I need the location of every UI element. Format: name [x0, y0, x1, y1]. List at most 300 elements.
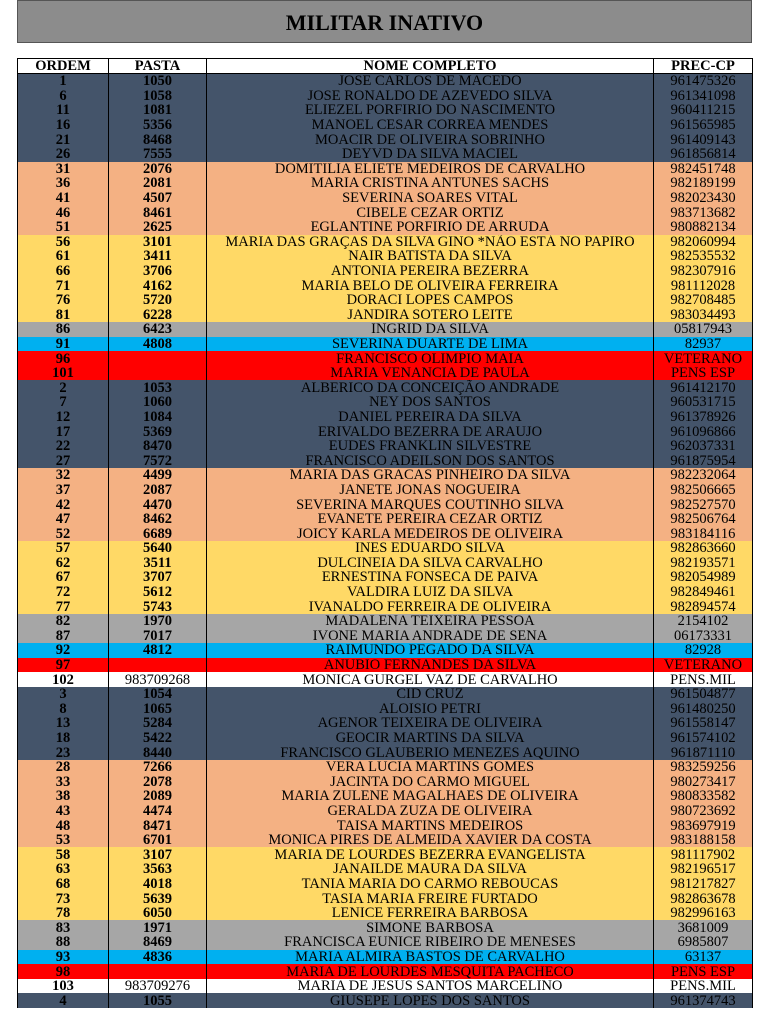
- cell-nome: FRANCISCO GLAUBERIO MENEZES AQUINO: [207, 745, 654, 760]
- table-row: [18, 191, 753, 206]
- cell-ordem: 83: [18, 920, 109, 935]
- cell-pasta: 7266: [109, 760, 207, 775]
- table-row: [18, 891, 753, 906]
- table-row: [18, 308, 753, 323]
- cell-nome: INGRID DA SILVA: [207, 322, 654, 337]
- cell-nome: DULCINEIA DA SILVA CARVALHO: [207, 556, 654, 571]
- column-header-nome: NOME COMPLETO: [207, 59, 654, 74]
- cell-pasta: 1081: [109, 103, 207, 118]
- cell-prec-cp: 981117902: [654, 847, 753, 862]
- cell-ordem: 23: [18, 745, 109, 760]
- table-body: [18, 74, 753, 1009]
- cell-prec-cp: 982863678: [654, 891, 753, 906]
- cell-pasta: 2087: [109, 483, 207, 498]
- cell-prec-cp: 962037331: [654, 439, 753, 454]
- cell-ordem: 53: [18, 833, 109, 848]
- cell-ordem: 98: [18, 964, 109, 979]
- cell-ordem: 21: [18, 132, 109, 147]
- cell-pasta: 8462: [109, 512, 207, 527]
- cell-prec-cp: 983188158: [654, 833, 753, 848]
- cell-nome: EGLANTINE PORFIRIO DE ARRUDA: [207, 220, 654, 235]
- cell-pasta: 8469: [109, 935, 207, 950]
- cell-prec-cp: 983259256: [654, 760, 753, 775]
- cell-nome: NEY DOS SANTOS: [207, 395, 654, 410]
- cell-prec-cp: 961374743: [654, 993, 753, 1008]
- cell-nome: FRANCISCO ADEILSON DOS SANTOS: [207, 453, 654, 468]
- cell-ordem: 43: [18, 804, 109, 819]
- table-row: [18, 453, 753, 468]
- cell-ordem: 78: [18, 906, 109, 921]
- cell-prec-cp: 982307916: [654, 264, 753, 279]
- table-row: [18, 629, 753, 644]
- cell-prec-cp: 983713682: [654, 205, 753, 220]
- cell-ordem: 2: [18, 380, 109, 395]
- cell-nome: MARIA DE LOURDES MESQUITA PACHECO: [207, 964, 654, 979]
- cell-prec-cp: PENS ESP: [654, 366, 753, 381]
- cell-nome: ERNESTINA FONSECA DE PAIVA: [207, 570, 654, 585]
- table-row: [18, 351, 753, 366]
- table-row: [18, 702, 753, 717]
- table-row: [18, 162, 753, 177]
- cell-nome: ALOISIO PETRI: [207, 702, 654, 717]
- cell-prec-cp: 961412170: [654, 380, 753, 395]
- cell-prec-cp: 981217827: [654, 877, 753, 892]
- cell-ordem: 86: [18, 322, 109, 337]
- cell-ordem: 93: [18, 950, 109, 965]
- cell-prec-cp: 960531715: [654, 395, 753, 410]
- cell-pasta: 5356: [109, 118, 207, 133]
- table-row: [18, 658, 753, 673]
- cell-nome: VERA LUCIA MARTINS GOMES: [207, 760, 654, 775]
- cell-prec-cp: 6985807: [654, 935, 753, 950]
- cell-nome: MONICA GURGEL VAZ DE CARVALHO: [207, 672, 654, 687]
- table-row: [18, 643, 753, 658]
- cell-prec-cp: 982506665: [654, 483, 753, 498]
- cell-nome: NAIR BATISTA DA SILVA: [207, 249, 654, 264]
- cell-prec-cp: 961574102: [654, 731, 753, 746]
- cell-ordem: 52: [18, 526, 109, 541]
- cell-nome: IVONE MARIA ANDRADE DE SENA: [207, 629, 654, 644]
- cell-pasta: 5720: [109, 293, 207, 308]
- cell-nome: SIMONE BARBOSA: [207, 920, 654, 935]
- cell-ordem: 13: [18, 716, 109, 731]
- table-row: [18, 585, 753, 600]
- cell-ordem: 32: [18, 468, 109, 483]
- cell-prec-cp: 982060994: [654, 235, 753, 250]
- cell-prec-cp: 961378926: [654, 410, 753, 425]
- cell-nome: ANUBIO FERNANDES DA SILVA: [207, 658, 654, 673]
- cell-nome: MARIA CRISTINA ANTUNES SACHS: [207, 176, 654, 191]
- cell-prec-cp: 983184116: [654, 526, 753, 541]
- cell-pasta: 6423: [109, 322, 207, 337]
- cell-prec-cp: 961558147: [654, 716, 753, 731]
- cell-pasta: 1970: [109, 614, 207, 629]
- cell-ordem: 22: [18, 439, 109, 454]
- cell-ordem: 71: [18, 278, 109, 293]
- cell-pasta: 2076: [109, 162, 207, 177]
- cell-prec-cp: 961504877: [654, 687, 753, 702]
- table-row: [18, 818, 753, 833]
- table-row: [18, 512, 753, 527]
- cell-ordem: 51: [18, 220, 109, 235]
- cell-ordem: 57: [18, 541, 109, 556]
- cell-prec-cp: 982863660: [654, 541, 753, 556]
- cell-nome: GIUSEPE LOPES DOS SANTOS: [207, 993, 654, 1008]
- cell-nome: FRANCISCA EUNICE RIBEIRO DE MENESES: [207, 935, 654, 950]
- table-row: [18, 556, 753, 571]
- cell-prec-cp: 982189199: [654, 176, 753, 191]
- table-row: [18, 439, 753, 454]
- cell-nome: JACINTA DO CARMO MIGUEL: [207, 775, 654, 790]
- table-row: [18, 118, 753, 133]
- table-row: [18, 877, 753, 892]
- cell-nome: EVANETE PEREIRA CEZAR ORTIZ: [207, 512, 654, 527]
- cell-nome: VALDIRA LUIZ DA SILVA: [207, 585, 654, 600]
- table-row: [18, 964, 753, 979]
- cell-pasta: 2078: [109, 775, 207, 790]
- table-row: [18, 599, 753, 614]
- cell-prec-cp: PENS ESP: [654, 964, 753, 979]
- table-row: [18, 906, 753, 921]
- cell-nome: CID CRUZ: [207, 687, 654, 702]
- cell-pasta: 1054: [109, 687, 207, 702]
- table-row: [18, 410, 753, 425]
- table-row: [18, 89, 753, 104]
- cell-nome: JOSE RONALDO DE AZEVEDO SILVA: [207, 89, 654, 104]
- table-row: [18, 293, 753, 308]
- table-row: [18, 833, 753, 848]
- cell-nome: MOACIR DE OLIVEIRA SOBRINHO: [207, 132, 654, 147]
- cell-pasta: 6050: [109, 906, 207, 921]
- cell-ordem: 38: [18, 789, 109, 804]
- cell-prec-cp: 961875954: [654, 453, 753, 468]
- cell-prec-cp: 05817943: [654, 322, 753, 337]
- cell-nome: AGENOR TEIXEIRA DE OLIVEIRA: [207, 716, 654, 731]
- cell-pasta: 4507: [109, 191, 207, 206]
- cell-nome: GEOCIR MARTINS DA SILVA: [207, 731, 654, 746]
- table-row: [18, 614, 753, 629]
- table-row: [18, 74, 753, 89]
- cell-prec-cp: 980273417: [654, 775, 753, 790]
- cell-prec-cp: PENS.MIL: [654, 979, 753, 994]
- cell-pasta: 1971: [109, 920, 207, 935]
- cell-ordem: 31: [18, 162, 109, 177]
- cell-nome: TASIA MARIA FREIRE FURTADO: [207, 891, 654, 906]
- cell-prec-cp: 982232064: [654, 468, 753, 483]
- table-row: [18, 804, 753, 819]
- cell-pasta: 4162: [109, 278, 207, 293]
- cell-nome: JOSE CARLOS DE MACEDO: [207, 74, 654, 89]
- cell-ordem: 96: [18, 351, 109, 366]
- cell-ordem: 73: [18, 891, 109, 906]
- cell-pasta: 6689: [109, 526, 207, 541]
- cell-pasta: [109, 351, 207, 366]
- cell-nome: MARIA BELO DE OLIVEIRA FERREIRA: [207, 278, 654, 293]
- cell-prec-cp: 82928: [654, 643, 753, 658]
- cell-nome: ERIVALDO BEZERRA DE ARAUJO: [207, 424, 654, 439]
- cell-ordem: 88: [18, 935, 109, 950]
- cell-prec-cp: 980723692: [654, 804, 753, 819]
- cell-ordem: 7: [18, 395, 109, 410]
- table-row: [18, 672, 753, 687]
- cell-pasta: 5640: [109, 541, 207, 556]
- cell-nome: DORACI LOPES CAMPOS: [207, 293, 654, 308]
- cell-ordem: 26: [18, 147, 109, 162]
- table-row: [18, 570, 753, 585]
- table-row: [18, 716, 753, 731]
- cell-pasta: 1050: [109, 74, 207, 89]
- cell-ordem: 1: [18, 74, 109, 89]
- cell-nome: MADALENA TEIXEIRA PESSOA: [207, 614, 654, 629]
- cell-nome: JANDIRA SOTERO LEITE: [207, 308, 654, 323]
- table-row: [18, 264, 753, 279]
- cell-pasta: 3706: [109, 264, 207, 279]
- cell-ordem: 17: [18, 424, 109, 439]
- page-title: MILITAR INATIVO: [17, 0, 752, 43]
- cell-pasta: 1065: [109, 702, 207, 717]
- table-row: [18, 760, 753, 775]
- cell-pasta: 8440: [109, 745, 207, 760]
- cell-pasta: 8471: [109, 818, 207, 833]
- cell-ordem: 92: [18, 643, 109, 658]
- cell-ordem: 41: [18, 191, 109, 206]
- cell-prec-cp: PENS.MIL: [654, 672, 753, 687]
- cell-ordem: 66: [18, 264, 109, 279]
- cell-nome: MARIA DAS GRACAS PINHEIRO DA SILVA: [207, 468, 654, 483]
- cell-ordem: 48: [18, 818, 109, 833]
- cell-nome: JANETE JONAS NOGUEIRA: [207, 483, 654, 498]
- cell-nome: JOICY KARLA MEDEIROS DE OLIVEIRA: [207, 526, 654, 541]
- table-row: [18, 731, 753, 746]
- cell-pasta: 7572: [109, 453, 207, 468]
- table-row: [18, 526, 753, 541]
- cell-nome: MANOEL CESAR CORREA MENDES: [207, 118, 654, 133]
- cell-ordem: 82: [18, 614, 109, 629]
- cell-nome: GERALDA ZUZA DE OLIVEIRA: [207, 804, 654, 819]
- cell-prec-cp: 982527570: [654, 497, 753, 512]
- cell-pasta: 3563: [109, 862, 207, 877]
- cell-prec-cp: 961871110: [654, 745, 753, 760]
- cell-nome: MARIA DAS GRAÇAS DA SILVA GINO *NÃO ESTÁ NO PAPIRO: [207, 235, 654, 250]
- cell-ordem: 76: [18, 293, 109, 308]
- cell-prec-cp: 982196517: [654, 862, 753, 877]
- cell-ordem: 77: [18, 599, 109, 614]
- cell-pasta: [109, 964, 207, 979]
- cell-nome: SEVERINA SOARES VITAL: [207, 191, 654, 206]
- cell-prec-cp: 06173331: [654, 629, 753, 644]
- cell-prec-cp: 2154102: [654, 614, 753, 629]
- cell-ordem: 58: [18, 847, 109, 862]
- cell-nome: MARIA ZULENE MAGALHAES DE OLIVEIRA: [207, 789, 654, 804]
- cell-pasta: 8468: [109, 132, 207, 147]
- cell-prec-cp: 960411215: [654, 103, 753, 118]
- cell-prec-cp: 983034493: [654, 308, 753, 323]
- cell-nome: MARIA DE LOURDES BEZERRA EVANGELISTA: [207, 847, 654, 862]
- cell-pasta: 5284: [109, 716, 207, 731]
- cell-ordem: 56: [18, 235, 109, 250]
- cell-pasta: 4470: [109, 497, 207, 512]
- cell-ordem: 101: [18, 366, 109, 381]
- cell-pasta: 7555: [109, 147, 207, 162]
- cell-pasta: 4474: [109, 804, 207, 819]
- cell-prec-cp: 982849461: [654, 585, 753, 600]
- table-row: [18, 366, 753, 381]
- cell-ordem: 37: [18, 483, 109, 498]
- cell-pasta: 8470: [109, 439, 207, 454]
- cell-nome: SEVERINA MARQUES COUTINHO SILVA: [207, 497, 654, 512]
- cell-pasta: 1084: [109, 410, 207, 425]
- table-row: [18, 322, 753, 337]
- cell-prec-cp: 980882134: [654, 220, 753, 235]
- cell-pasta: 983709268: [109, 672, 207, 687]
- cell-pasta: 983709276: [109, 979, 207, 994]
- cell-ordem: 16: [18, 118, 109, 133]
- column-header-ordem: ORDEM: [18, 59, 109, 74]
- cell-prec-cp: 961409143: [654, 132, 753, 147]
- cell-prec-cp: 961856814: [654, 147, 753, 162]
- cell-pasta: 1055: [109, 993, 207, 1008]
- cell-nome: DOMITILIA ELIETE MEDEIROS DE CARVALHO: [207, 162, 654, 177]
- cell-nome: ANTONIA PEREIRA BEZERRA: [207, 264, 654, 279]
- cell-pasta: 3107: [109, 847, 207, 862]
- cell-ordem: 67: [18, 570, 109, 585]
- table-row: [18, 176, 753, 191]
- cell-ordem: 27: [18, 453, 109, 468]
- cell-pasta: 4018: [109, 877, 207, 892]
- cell-ordem: 62: [18, 556, 109, 571]
- cell-pasta: 5612: [109, 585, 207, 600]
- cell-pasta: 5639: [109, 891, 207, 906]
- cell-ordem: 61: [18, 249, 109, 264]
- cell-ordem: 63: [18, 862, 109, 877]
- cell-ordem: 103: [18, 979, 109, 994]
- cell-pasta: [109, 658, 207, 673]
- cell-pasta: 3511: [109, 556, 207, 571]
- cell-prec-cp: 961480250: [654, 702, 753, 717]
- cell-nome: EUDES FRANKLIN SILVESTRE: [207, 439, 654, 454]
- cell-ordem: 6: [18, 89, 109, 104]
- cell-ordem: 33: [18, 775, 109, 790]
- table-row: [18, 483, 753, 498]
- table-row: [18, 424, 753, 439]
- cell-prec-cp: 982894574: [654, 599, 753, 614]
- cell-prec-cp: 982996163: [654, 906, 753, 921]
- cell-pasta: 4812: [109, 643, 207, 658]
- cell-prec-cp: 982506764: [654, 512, 753, 527]
- cell-prec-cp: VETERANO: [654, 351, 753, 366]
- cell-nome: CIBELE CEZAR ORTIZ: [207, 205, 654, 220]
- table-row: [18, 278, 753, 293]
- cell-prec-cp: 982535532: [654, 249, 753, 264]
- cell-nome: INES EDUARDO SILVA: [207, 541, 654, 556]
- cell-prec-cp: 982451748: [654, 162, 753, 177]
- cell-ordem: 28: [18, 760, 109, 775]
- cell-nome: JANAILDE MAURA DA SILVA: [207, 862, 654, 877]
- cell-pasta: 5369: [109, 424, 207, 439]
- cell-pasta: 8461: [109, 205, 207, 220]
- cell-pasta: 2089: [109, 789, 207, 804]
- cell-pasta: 1058: [109, 89, 207, 104]
- cell-pasta: 6228: [109, 308, 207, 323]
- cell-pasta: 6701: [109, 833, 207, 848]
- cell-pasta: 1053: [109, 380, 207, 395]
- table-row: [18, 337, 753, 352]
- cell-nome: IVANALDO FERREIRA DE OLIVEIRA: [207, 599, 654, 614]
- table-row: [18, 979, 753, 994]
- cell-prec-cp: VETERANO: [654, 658, 753, 673]
- cell-pasta: 2081: [109, 176, 207, 191]
- table-row: [18, 468, 753, 483]
- cell-pasta: 7017: [109, 629, 207, 644]
- table-row: [18, 935, 753, 950]
- cell-pasta: 4808: [109, 337, 207, 352]
- cell-pasta: 4499: [109, 468, 207, 483]
- cell-nome: TAISA MARTINS MEDEIROS: [207, 818, 654, 833]
- cell-prec-cp: 961341098: [654, 89, 753, 104]
- column-header-pasta: PASTA: [109, 59, 207, 74]
- cell-pasta: 5422: [109, 731, 207, 746]
- cell-prec-cp: 82937: [654, 337, 753, 352]
- cell-ordem: 36: [18, 176, 109, 191]
- table-row: [18, 132, 753, 147]
- cell-prec-cp: 982193571: [654, 556, 753, 571]
- cell-nome: ELIEZEL PORFIRIO DO NASCIMENTO: [207, 103, 654, 118]
- cell-pasta: 5743: [109, 599, 207, 614]
- cell-ordem: 8: [18, 702, 109, 717]
- table-row: [18, 497, 753, 512]
- table-row: [18, 147, 753, 162]
- cell-ordem: 3: [18, 687, 109, 702]
- cell-ordem: 12: [18, 410, 109, 425]
- table-row: [18, 541, 753, 556]
- cell-pasta: 2625: [109, 220, 207, 235]
- cell-nome: DANIEL PEREIRA DA SILVA: [207, 410, 654, 425]
- cell-pasta: 4836: [109, 950, 207, 965]
- roster-table: [17, 58, 753, 1008]
- cell-nome: MARIA DE JESUS SANTOS MARCELINO: [207, 979, 654, 994]
- cell-prec-cp: 980833582: [654, 789, 753, 804]
- cell-nome: MARIA VENANCIA DE PAULA: [207, 366, 654, 381]
- table-row: [18, 993, 753, 1008]
- cell-ordem: 4: [18, 993, 109, 1008]
- table-row: [18, 745, 753, 760]
- table-row: [18, 687, 753, 702]
- header-row: [18, 59, 753, 74]
- cell-prec-cp: 961475326: [654, 74, 753, 89]
- cell-nome: TANIA MARIA DO CARMO REBOUCAS: [207, 877, 654, 892]
- table-row: [18, 775, 753, 790]
- cell-prec-cp: 961096866: [654, 424, 753, 439]
- cell-pasta: 3411: [109, 249, 207, 264]
- table-row: [18, 205, 753, 220]
- cell-prec-cp: 63137: [654, 950, 753, 965]
- column-header-prec-cp: PREC-CP: [654, 59, 753, 74]
- cell-pasta: 1060: [109, 395, 207, 410]
- cell-ordem: 97: [18, 658, 109, 673]
- table-row: [18, 103, 753, 118]
- cell-nome: DEYVD DA SILVA MACIEL: [207, 147, 654, 162]
- cell-pasta: [109, 366, 207, 381]
- cell-prec-cp: 982023430: [654, 191, 753, 206]
- cell-ordem: 18: [18, 731, 109, 746]
- cell-prec-cp: 961565985: [654, 118, 753, 133]
- table-row: [18, 920, 753, 935]
- table-row: [18, 862, 753, 877]
- table-row: [18, 950, 753, 965]
- cell-ordem: 46: [18, 205, 109, 220]
- cell-prec-cp: 982054989: [654, 570, 753, 585]
- table-row: [18, 847, 753, 862]
